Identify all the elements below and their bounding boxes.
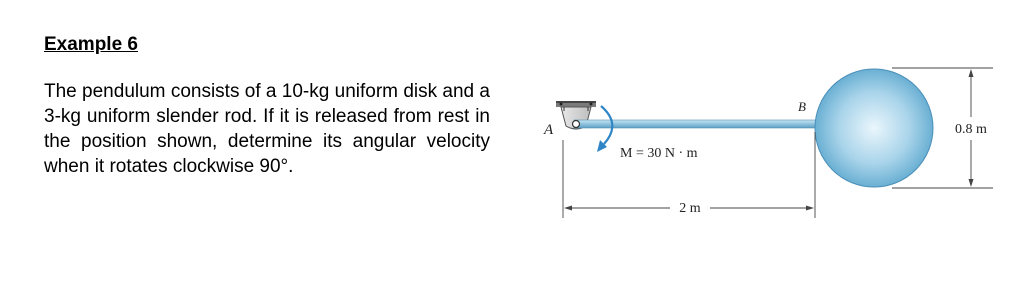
moment-label: M = 30 N · m bbox=[620, 146, 698, 161]
pin-a bbox=[573, 121, 580, 128]
rod-length-label: 2 m bbox=[679, 201, 701, 216]
disk-diameter-label: 0.8 m bbox=[955, 122, 987, 137]
example-heading: Example 6 bbox=[44, 34, 138, 55]
uniform-disk bbox=[815, 69, 933, 187]
label-b: B bbox=[798, 99, 806, 114]
label-a: A bbox=[544, 122, 554, 138]
problem-statement: The pendulum consists of a 10-kg uniform disk and a 3-kg uniform slender rod. If it is released from rest in the position shown, determine its angular velocity when it rotates clockwise 90°. bbox=[44, 81, 490, 177]
moment-arrow bbox=[597, 106, 612, 152]
